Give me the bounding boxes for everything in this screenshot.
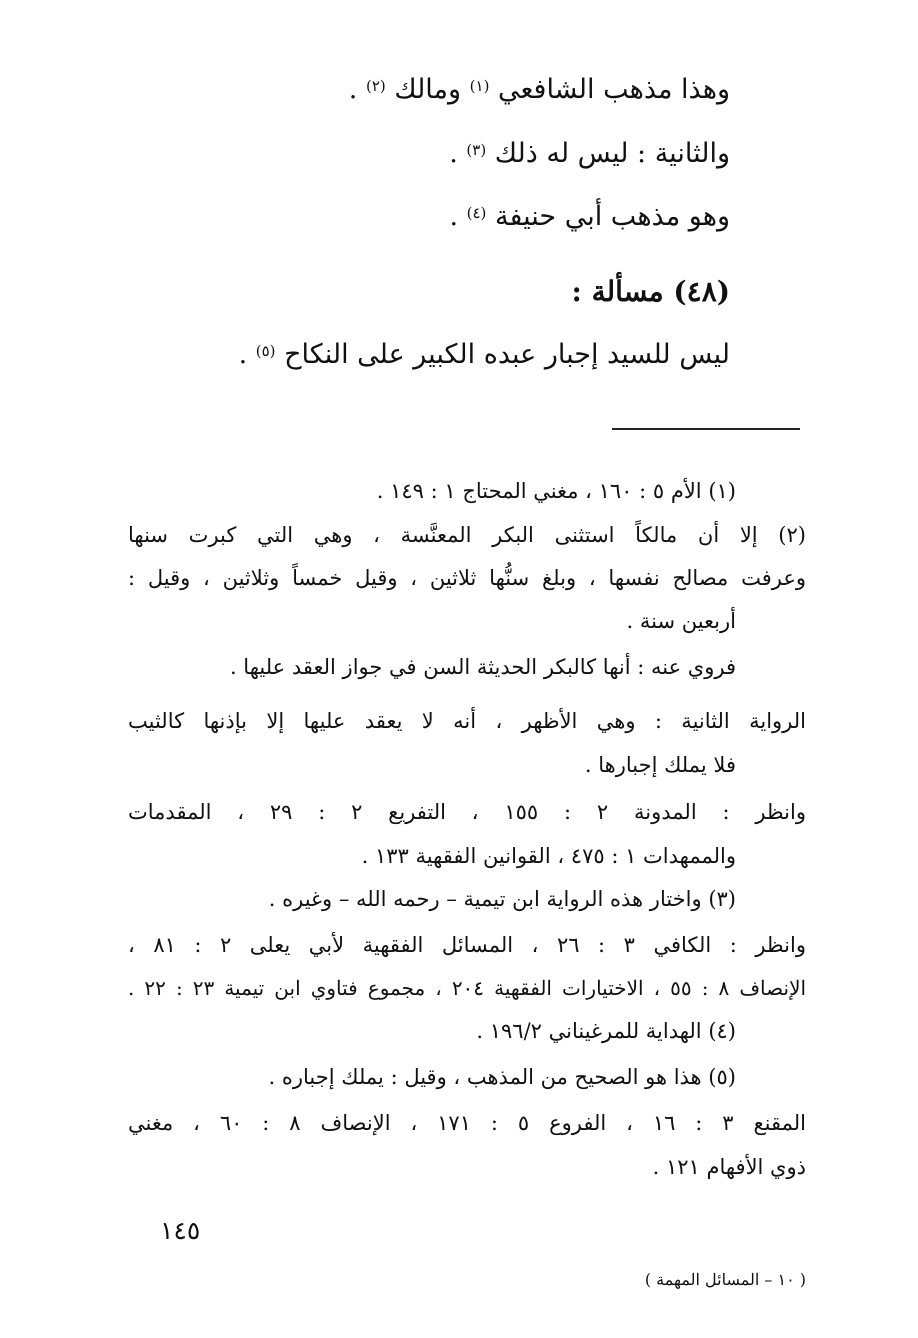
- footnote-line-12: الإنصاف ٨ : ٥٥ ، الاختيارات الفقهية ٢٠٤ ، مجموع فتاوي ابن تيمية ٢٣ : ٢٢ .: [128, 976, 807, 1000]
- line-3-end: .: [449, 201, 459, 232]
- footnote-line-2: (٢) إلا أن مالكاً استثنى البكر المعنَّسة ، وهي التي كبرت سنها: [128, 523, 806, 547]
- footnote-ref-4: (٤): [466, 204, 487, 222]
- footnote-line-16: ذوي الأفهام ١٢١ .: [652, 1155, 806, 1179]
- section-heading: (٤٨) مسألة :: [571, 275, 730, 308]
- footnote-line-6: الرواية الثانية : وهي الأظهر ، أنه لا يعقد عليها إلا بإذنها كالثيب: [128, 709, 806, 733]
- line-1-end: .: [348, 74, 358, 105]
- footnote-line-13: (٤) الهداية للمرغيناني ١٩٦/٢ .: [476, 1019, 736, 1043]
- line-2-end: .: [449, 138, 458, 169]
- line-4-text: ليس للسيد إجبار عبده الكبير على النكاح: [284, 339, 730, 370]
- footnote-ref-2: (٢): [365, 77, 386, 95]
- line-3-text: وهو مذهب أبي حنيفة: [495, 201, 730, 232]
- footnote-line-5: فروي عنه : أنها كالبكر الحديثة السن في جواز العقد عليها .: [229, 655, 736, 679]
- footnote-line-3: وعرفت مصالح نفسها ، وبلغ سنُّها ثلاثين ، وقيل خمساً وثلاثين ، وقيل :: [128, 566, 806, 590]
- footnote-ref-3: (٣): [466, 141, 487, 159]
- footnote-line-7: فلا يملك إجبارها .: [584, 753, 736, 777]
- footnote-line-4: أربعين سنة .: [626, 609, 736, 633]
- footnote-line-9: والممهدات ١ : ٤٧٥ ، القوانين الفقهية ١٣٣ .: [361, 844, 736, 868]
- main-text-line-2: [449, 134, 730, 174]
- main-text-line-1: [349, 70, 730, 110]
- line-1-text: وهذا مذهب الشافعي: [498, 74, 730, 105]
- footnote-line-1: (١) الأم ٥ : ١٦٠ ، مغني المحتاج ١ : ١٤٩ .: [376, 479, 736, 503]
- line-2-text: والثانية : ليس له ذلك: [494, 138, 730, 169]
- footnote-divider: [612, 428, 800, 430]
- line-4-end: .: [238, 339, 248, 370]
- signature-mark: ( ١٠ – المسائل المهمة ): [644, 1270, 806, 1289]
- footnote-ref-1: (١): [469, 77, 490, 95]
- footnote-line-8: وانظر : المدونة ٢ : ١٥٥ ، التفريع ٢ : ٢٩ ، المقدمات: [128, 800, 806, 824]
- main-text-line-4: [239, 335, 730, 375]
- line-1-mid: ومالك: [394, 74, 462, 105]
- page-number: ١٤٥: [160, 1216, 201, 1245]
- footnote-ref-5: (٥): [255, 342, 276, 360]
- main-text-line-3: [449, 197, 730, 237]
- footnote-line-14: (٥) هذا هو الصحيح من المذهب ، وقيل : يملك إجباره .: [268, 1065, 736, 1089]
- footnote-line-15: المقنع ٣ : ١٦ ، الفروع ٥ : ١٧١ ، الإنصاف ٨ : ٦٠ ، مغني: [128, 1111, 806, 1135]
- footnote-line-11: وانظر : الكافي ٣ : ٢٦ ، المسائل الفقهية لأبي يعلى ٢ : ٨١ ،: [128, 933, 806, 957]
- footnote-line-10: (٣) واختار هذه الرواية ابن تيمية – رحمه الله – وغيره .: [268, 887, 736, 911]
